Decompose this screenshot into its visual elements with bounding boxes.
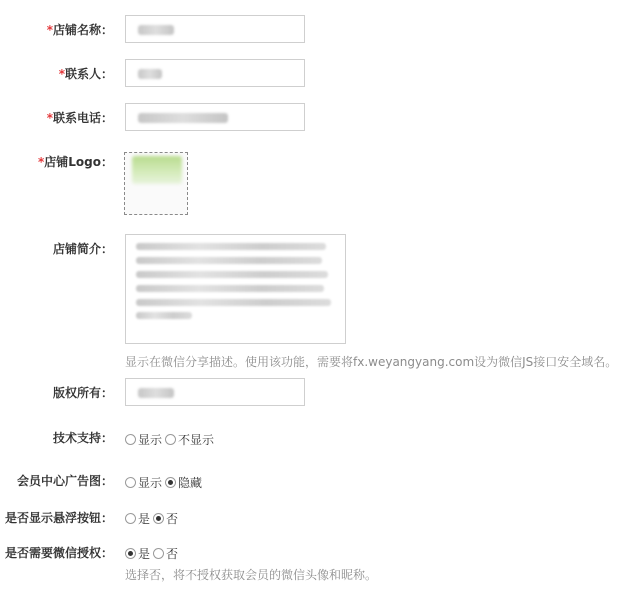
contact-input[interactable] bbox=[125, 59, 305, 87]
required-mark: * bbox=[46, 23, 53, 37]
blurred-text bbox=[138, 25, 174, 35]
blurred-text bbox=[136, 312, 192, 319]
shop-name-input[interactable] bbox=[125, 15, 305, 43]
copyright-label: 版权所有： bbox=[52, 386, 113, 400]
logo-upload[interactable] bbox=[124, 152, 188, 215]
member-ad-label: 会员中心广告图： bbox=[16, 474, 113, 488]
wechat-auth-label: 是否需要微信授权： bbox=[4, 546, 113, 560]
tech-support-show-label[interactable]: 显示 bbox=[138, 433, 163, 447]
intro-textarea[interactable] bbox=[125, 234, 346, 344]
blurred-text bbox=[136, 243, 326, 250]
wechat-auth-no-radio[interactable] bbox=[153, 548, 164, 559]
required-mark: * bbox=[37, 155, 45, 169]
blurred-text bbox=[136, 285, 324, 292]
float-button-yes-radio[interactable] bbox=[125, 513, 136, 524]
member-ad-options bbox=[125, 474, 205, 491]
wechat-auth-yes-radio[interactable] bbox=[125, 548, 136, 559]
copyright-input[interactable] bbox=[125, 378, 305, 406]
blurred-text bbox=[138, 69, 162, 79]
blurred-text bbox=[138, 113, 228, 123]
member-ad-show-radio[interactable] bbox=[125, 477, 136, 488]
blurred-text bbox=[136, 257, 322, 264]
phone-label: *联系电话： bbox=[46, 111, 113, 125]
logo-image bbox=[132, 156, 182, 184]
required-mark: * bbox=[46, 111, 53, 125]
member-ad-show-label[interactable]: 显示 bbox=[138, 476, 163, 490]
tech-support-show-radio[interactable] bbox=[125, 434, 136, 445]
required-mark: * bbox=[58, 67, 65, 81]
wechat-auth-options bbox=[125, 545, 181, 562]
shop-name-label: *店铺名称： bbox=[46, 23, 113, 37]
contact-label: *联系人： bbox=[58, 67, 113, 81]
float-button-yes-label[interactable]: 是 bbox=[138, 512, 151, 526]
member-ad-hide-label[interactable]: 隐藏 bbox=[178, 476, 203, 490]
float-button-no-radio[interactable] bbox=[153, 513, 164, 524]
member-ad-hide-radio[interactable] bbox=[165, 477, 176, 488]
wechat-auth-no-label[interactable]: 否 bbox=[166, 547, 179, 561]
logo-label: *店铺Logo： bbox=[37, 155, 113, 169]
float-button-no-label[interactable]: 否 bbox=[166, 512, 179, 526]
phone-input[interactable] bbox=[125, 103, 305, 131]
blurred-text bbox=[136, 299, 331, 306]
intro-hint: 显示在微信分享描述。使用该功能，需要将fx.weyangyang.com设为微信JS接口安全域名。 bbox=[125, 355, 618, 369]
tech-support-hide-label[interactable]: 不显示 bbox=[178, 433, 215, 447]
float-button-label: 是否显示悬浮按钮： bbox=[4, 511, 113, 525]
float-button-options bbox=[125, 510, 181, 527]
wechat-auth-yes-label[interactable]: 是 bbox=[138, 547, 151, 561]
intro-label: 店铺简介： bbox=[52, 242, 113, 256]
blurred-text bbox=[138, 388, 174, 398]
wechat-auth-hint: 选择否，将不授权获取会员的微信头像和昵称。 bbox=[125, 568, 378, 582]
tech-support-label: 技术支持： bbox=[52, 431, 113, 445]
blurred-text bbox=[136, 271, 328, 278]
tech-support-hide-radio[interactable] bbox=[165, 434, 176, 445]
tech-support-options bbox=[125, 431, 217, 448]
